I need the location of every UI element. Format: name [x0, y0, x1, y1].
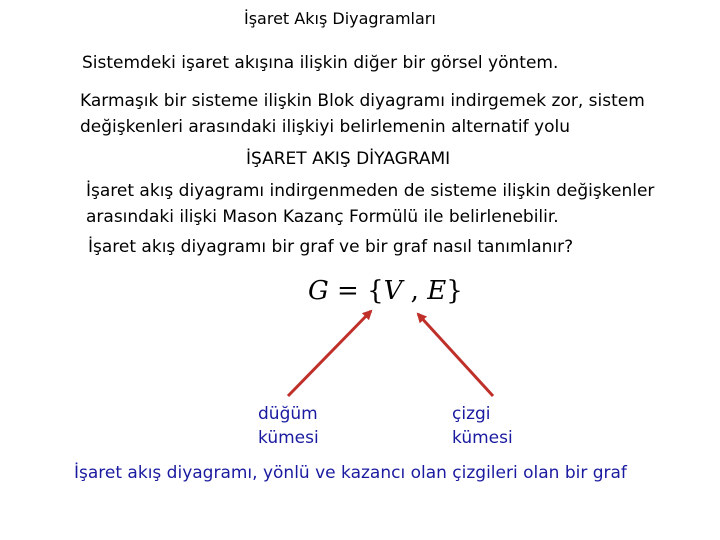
formula-v: V [383, 276, 403, 306]
slide-title: İşaret Akış Diyagramları [244, 9, 436, 28]
formula-eq: = { [328, 276, 384, 306]
node-set-label-line-2: kümesi [258, 428, 319, 448]
graph-question: İşaret akış diyagramı bir graf ve bir graf nasıl tanımlanır? [88, 237, 574, 257]
node-set-label [258, 402, 319, 450]
alternative-line-1: Karmaşık bir sisteme ilişkin Blok diyagramı indirgemek zor, sistem [80, 91, 645, 111]
intro-line: Sistemdeki işaret akışına ilişkin diğer bir görsel yöntem. [82, 53, 559, 73]
edge-set-label [452, 402, 513, 450]
edge-set-label-line-1: çizgi [452, 404, 491, 424]
formula-sep: , [402, 276, 428, 306]
formula-close: } [446, 276, 463, 306]
graph-definition: İşaret akış diyagramı, yönlü ve kazancı olan çizgileri olan bir graf [74, 463, 627, 483]
edge-set-label-line-2: kümesi [452, 428, 513, 448]
formula-e: E [427, 276, 447, 306]
mason-line-2: arasındaki ilişki Mason Kazanç Formülü ile belirlenebilir. [86, 207, 559, 227]
mason-line-1: İşaret akış diyagramı indirgenmeden de sisteme ilişkin değişkenler [86, 181, 655, 201]
edge-set-arrow [418, 314, 493, 396]
node-set-label-line-1: düğüm [258, 404, 318, 424]
section-heading: İŞARET AKIŞ DİYAGRAMI [246, 149, 451, 169]
alternative-line-2: değişkenleri arasındaki ilişkiyi belirlemenin alternatif yolu [80, 117, 570, 137]
node-set-arrow [288, 311, 371, 396]
formula-g: G [308, 276, 329, 306]
